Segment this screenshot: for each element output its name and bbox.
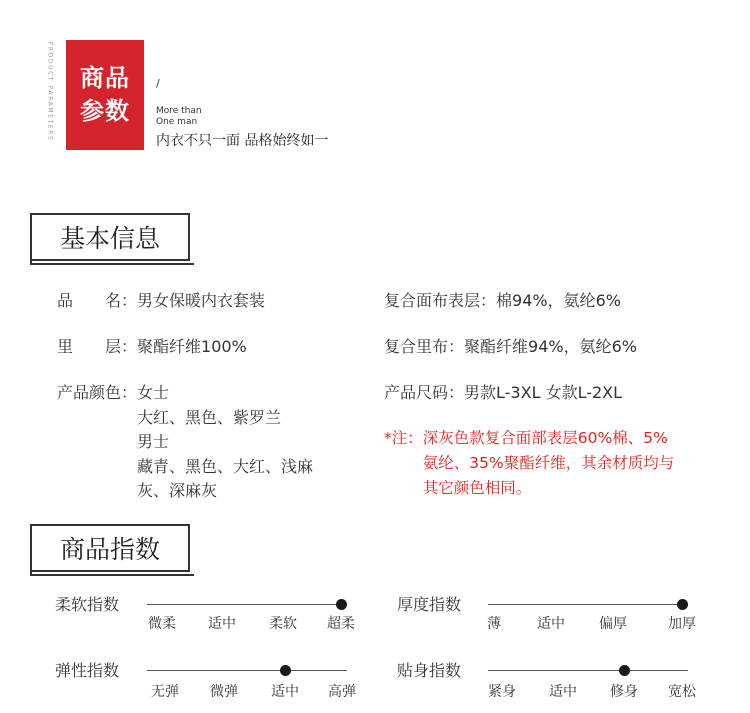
index-track <box>488 670 688 671</box>
inner-fabric-row <box>384 335 637 359</box>
colors-line: 大红、黑色、紫罗兰 <box>137 407 282 427</box>
note-line: 深灰色款复合面部表层60%棉、5% <box>422 429 668 447</box>
lining-row <box>57 335 247 359</box>
note-text <box>423 426 674 501</box>
note-prefix: *注： <box>384 429 423 447</box>
colors-line: 男士 <box>137 432 170 451</box>
product-colors-values <box>137 381 313 504</box>
index-label: 弹性指数 <box>55 661 120 680</box>
index-tick-label: 偏厚 <box>599 616 627 632</box>
index-marker <box>677 599 688 610</box>
header-slash: / <box>156 77 160 90</box>
colors-line: 女士 <box>137 383 170 402</box>
lining-label: 里 层： <box>57 337 138 356</box>
basic-info-title <box>30 213 190 261</box>
index-tick-label: 加厚 <box>668 616 696 632</box>
product-name-row <box>57 289 265 313</box>
outer-fabric-value: 棉94%，氨纶6% <box>496 291 621 310</box>
index-tick-label: 薄 <box>487 616 501 632</box>
product-name-value: 男女保暖内衣套装 <box>137 291 266 310</box>
colors-line: 灰、深麻灰 <box>137 481 218 500</box>
outer-fabric-row <box>384 289 621 313</box>
basic-info-title-text: 基本信息 <box>59 224 160 253</box>
lining-value: 聚酯纤维100% <box>137 337 247 356</box>
vertical-caption <box>38 36 62 146</box>
index-tick-label: 修身 <box>610 684 638 700</box>
index-tick-label: 微弹 <box>210 684 238 700</box>
index-marker <box>336 599 347 610</box>
index-tick-label: 紧身 <box>488 684 516 700</box>
index-tick-label: 超柔 <box>327 616 355 632</box>
index-track <box>147 604 347 605</box>
note-line: 氨纶、35%聚酯纤维，其余材质均与 <box>422 454 675 472</box>
index-title <box>30 524 190 572</box>
index-tick-label: 宽松 <box>668 684 696 700</box>
index-tick-label: 微柔 <box>148 616 176 632</box>
outer-fabric-label: 复合面布表层： <box>384 291 497 310</box>
product-name-label: 品 名： <box>57 291 138 310</box>
size-label: 产品尺码： <box>384 383 465 402</box>
size-value: 男款L-3XL 女款L-2XL <box>464 383 623 402</box>
product-colors-label: 产品颜色： <box>57 383 138 402</box>
index-track <box>147 670 347 671</box>
index-tick-label: 适中 <box>271 684 299 700</box>
note-line: 其它颜色相同。 <box>422 479 532 497</box>
product-params-badge <box>66 40 144 150</box>
colors-line: 藏青、黑色、大红、浅麻 <box>137 456 314 476</box>
english-line-1: More than <box>156 106 202 116</box>
inner-fabric-label: 复合里布： <box>384 337 465 356</box>
index-tick-label: 适中 <box>549 684 577 700</box>
tagline: 内衣不只一面 品格始终如一 <box>156 133 329 149</box>
index-track <box>488 604 688 605</box>
vertical-caption-text: PRODUCT PARAMETERS <box>46 41 54 141</box>
inner-fabric-value: 聚酯纤维94%，氨纶6% <box>464 337 637 356</box>
index-tick-label: 柔软 <box>269 616 297 632</box>
index-marker <box>619 665 630 676</box>
index-marker <box>280 665 291 676</box>
fabric-note <box>384 426 674 501</box>
badge-line-2: 参数 <box>80 97 130 125</box>
size-row <box>384 381 622 405</box>
index-label: 厚度指数 <box>397 595 462 614</box>
badge-line-1: 商品 <box>80 64 130 92</box>
index-tick-label: 高弹 <box>328 684 356 700</box>
index-title-text: 商品指数 <box>59 535 160 564</box>
english-line-2: One man <box>156 117 198 127</box>
index-label: 柔软指数 <box>55 595 120 614</box>
index-tick-label: 适中 <box>208 616 236 632</box>
index-label: 贴身指数 <box>397 661 462 680</box>
product-colors-row <box>57 381 313 504</box>
index-tick-label: 适中 <box>537 616 565 632</box>
index-tick-label: 无弹 <box>151 684 179 700</box>
